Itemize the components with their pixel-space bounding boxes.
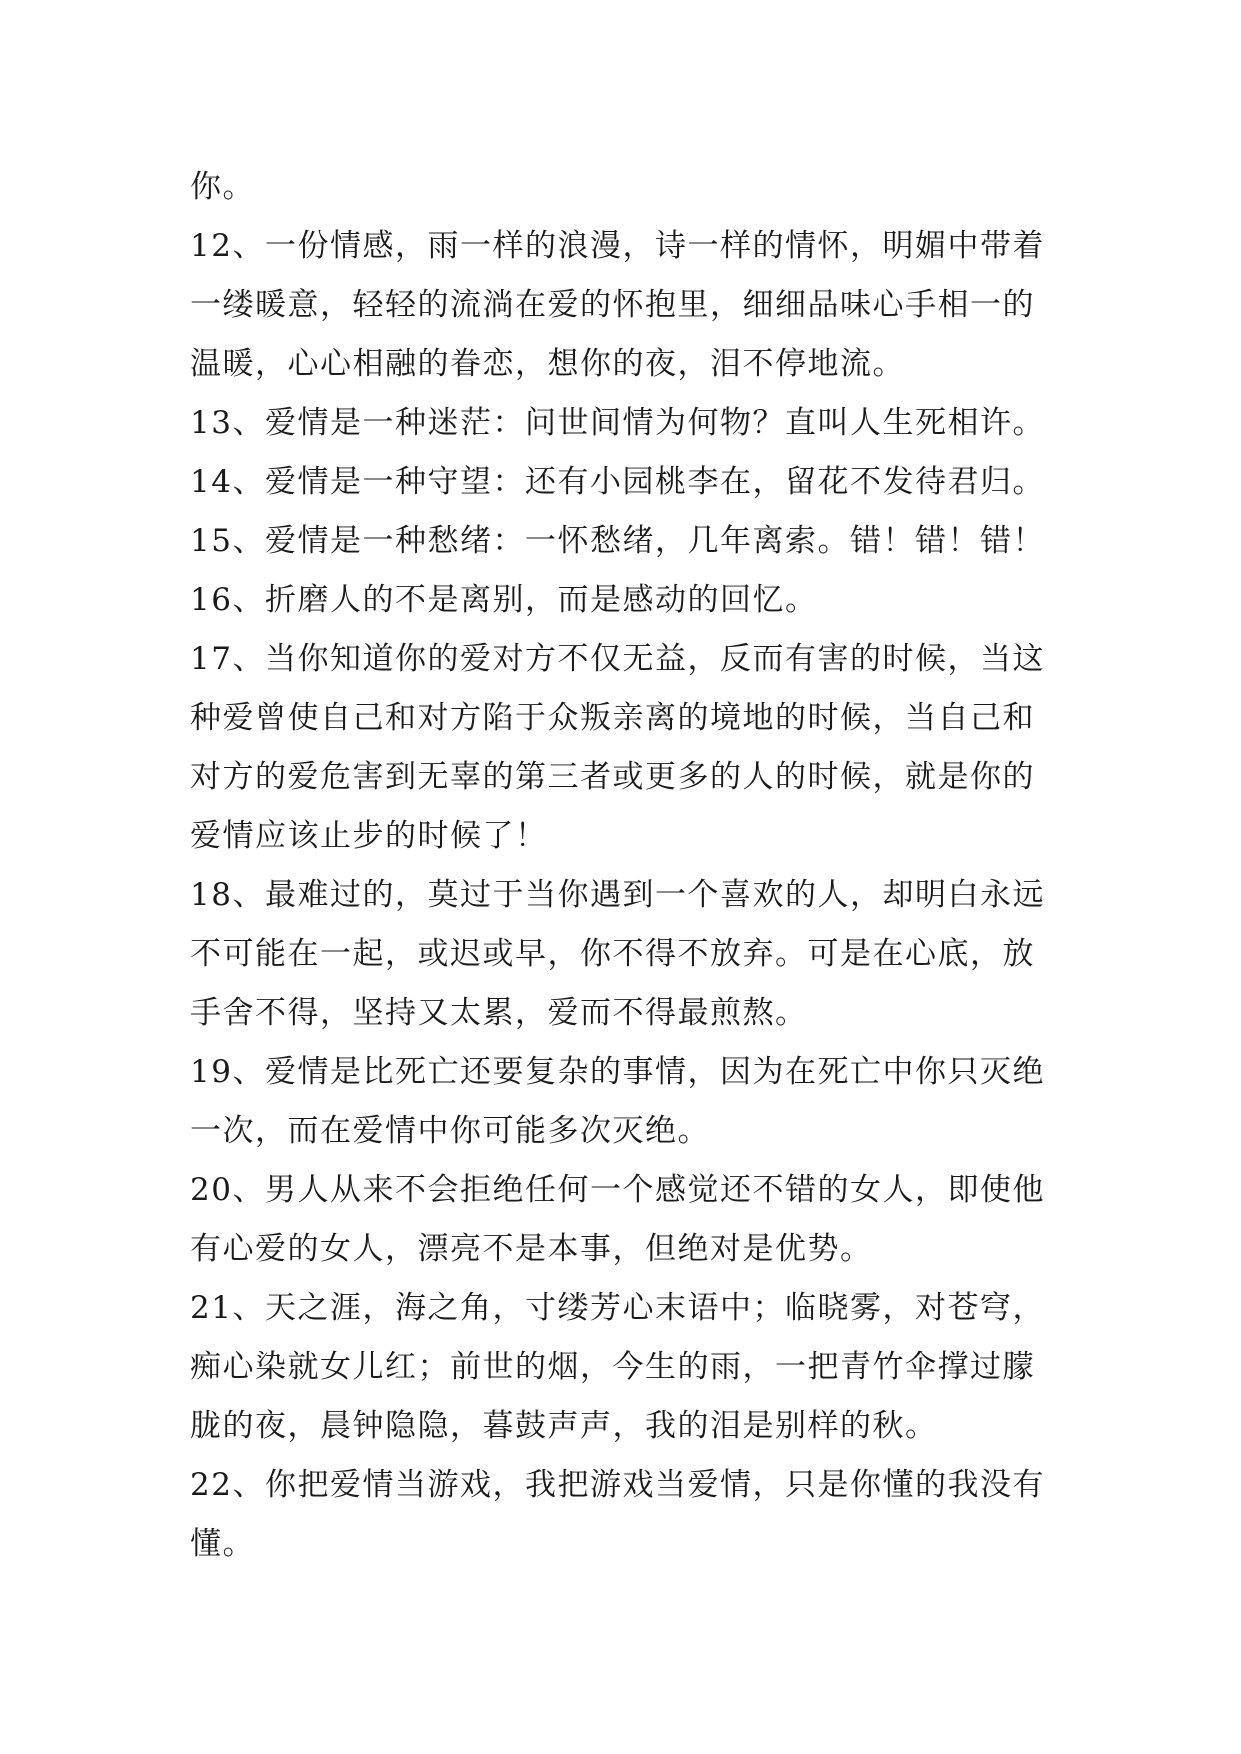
text-line: 20、男人从来不会拒绝任何一个感觉还不错的女人，即使他 [190,1172,1045,1208]
text-line: 胧的夜，晨钟隐隐，暮鼓声声，我的泪是别样的秋。 [190,1408,938,1444]
text-line: 温暖，心心相融的眷恋，想你的夜，泪不停地流。 [190,346,905,382]
text-line: 手舍不得，坚持又太累，爱而不得最煎熬。 [190,995,808,1031]
text-line: 不可能在一起，或迟或早，你不得不放弃。可是在心底，放 [190,936,1035,972]
text-line: 懂。 [190,1526,255,1562]
text-line: 15、爱情是一种愁绪：一怀愁绪，几年离索。错！错！错！ [190,523,1045,559]
text-line: 14、爱情是一种守望：还有小园桃李在，留花不发待君归。 [190,464,1045,500]
text-line: 痴心染就女儿红；前世的烟，今生的雨，一把青竹伞撑过朦 [190,1349,1035,1385]
text-line: 19、爱情是比死亡还要复杂的事情，因为在死亡中你只灭绝 [190,1054,1045,1090]
text-line: 22、你把爱情当游戏，我把游戏当爱情，只是你懂的我没有 [190,1467,1045,1503]
text-line: 18、最难过的，莫过于当你遇到一个喜欢的人，却明白永远 [190,877,1045,913]
text-line: 爱情应该止步的时候了！ [190,818,548,854]
text-line: 有心爱的女人，漂亮不是本事，但绝对是优势。 [190,1231,873,1267]
text-line: 16、折磨人的不是离别，而是感动的回忆。 [190,582,818,618]
text-line: 一次，而在爱情中你可能多次灭绝。 [190,1113,710,1149]
text-line: 种爱曾使自己和对方陷于众叛亲离的境地的时候，当自己和 [190,700,1035,736]
text-line: 对方的爱危害到无辜的第三者或更多的人的时候，就是你的 [190,759,1035,795]
text-line: 你。 [190,169,255,205]
text-line: 17、当你知道你的爱对方不仅无益，反而有害的时候，当这 [190,641,1045,677]
document-body [190,158,1070,1574]
text-line: 21、天之涯，海之角，寸缕芳心末语中；临晓雾，对苍穹， [190,1290,1045,1326]
text-line: 一缕暖意，轻轻的流淌在爱的怀抱里，细细品味心手相一的 [190,287,1035,323]
text-line: 13、爱情是一种迷茫：问世间情为何物？直叫人生死相许。 [190,405,1045,441]
text-line: 12、一份情感，雨一样的浪漫，诗一样的情怀，明媚中带着 [190,228,1045,264]
